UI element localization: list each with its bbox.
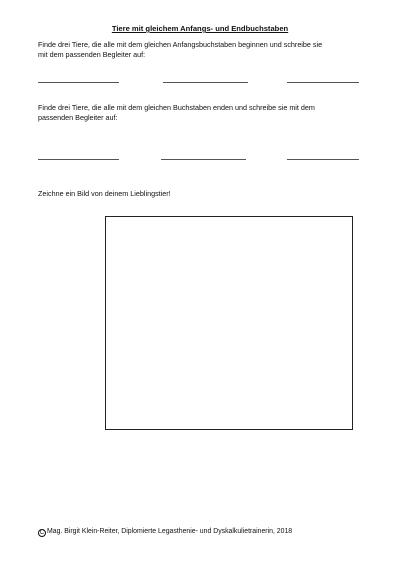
task-1-line-1: Finde drei Tiere, die alle mit dem gleichen Anfangsbuchstaben beginnen und schreibe sie (38, 40, 323, 49)
answer-line-2-3 (287, 159, 359, 160)
footer-text: Mag. Birgit Klein-Reiter, Diplomierte Legasthenie- und Dyskalkulietrainerin, 2018 (47, 528, 293, 535)
task-1-line-2: mit dem passenden Begleiter auf: (38, 49, 146, 59)
answer-line-1-2 (163, 82, 248, 83)
copyright-icon: C (39, 530, 45, 536)
answer-line-2-2 (161, 159, 246, 160)
answer-line-1-1 (38, 82, 119, 83)
page-title: Tiere mit gleichem Anfangs- und Endbuchstaben (111, 24, 289, 33)
task-2-line-2: passenden Begleiter auf: (38, 112, 118, 122)
task-1-instruction (38, 40, 364, 59)
drawing-area (105, 216, 353, 430)
task-2-line-1: Finde drei Tiere, die alle mit dem gleichen Buchstaben enden und schreibe sie mit dem (38, 103, 315, 112)
task-3-instruction: Zeichne ein Bild von deinem Lieblingstier! (38, 189, 171, 198)
footer-credit (38, 527, 292, 537)
answer-line-2-1 (38, 159, 119, 160)
answer-line-1-3 (287, 82, 359, 83)
task-2-instruction (38, 103, 364, 122)
